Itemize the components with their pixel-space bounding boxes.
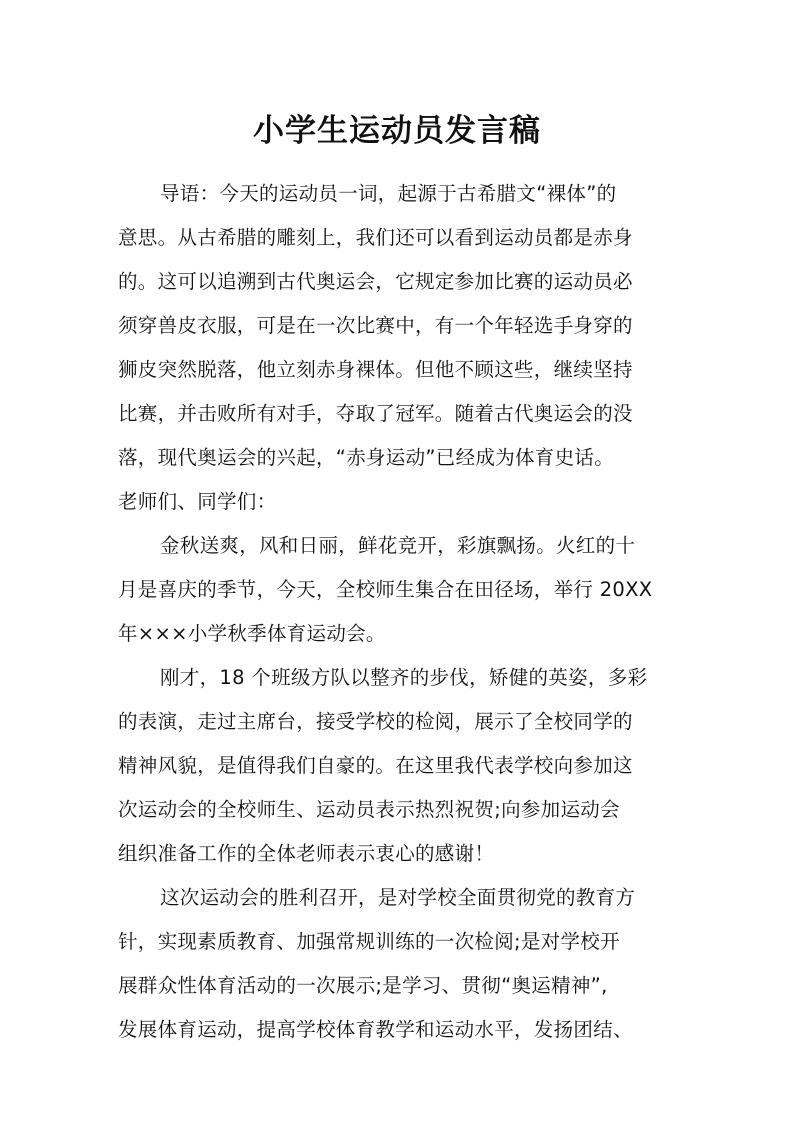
text-line: 精神风貌，是值得我们自豪的。在这里我代表学校向参加这 bbox=[118, 754, 633, 777]
text-line: 发展体育运动，提高学校体育教学和运动水平，发扬团结、 bbox=[118, 1018, 633, 1041]
text-line: 组织准备工作的全体老师表示衷心的感谢！ bbox=[118, 842, 495, 865]
text-line: 须穿兽皮衣服，可是在一次比赛中，有一个年轻选手身穿的 bbox=[118, 314, 633, 337]
text-line: 年×××小学秋季体育运动会。 bbox=[118, 622, 386, 645]
text-line: 的表演，走过主席台，接受学校的检阅，展示了全校同学的 bbox=[118, 710, 633, 733]
text-line: 比赛，并击败所有对手，夺取了冠军。随着古代奥运会的没 bbox=[118, 402, 633, 425]
text-line: 展群众性体育活动的一次展示;是学习、贯彻“奥运精神”, bbox=[118, 974, 608, 997]
text-line: 刚才，18 个班级方队以整齐的步伐，矫健的英姿，多彩 bbox=[160, 666, 648, 689]
text-line: 落，现代奥运会的兴起，“赤身运动”已经成为体育史话。 bbox=[118, 446, 615, 469]
text-line: 狮皮突然脱落，他立刻赤身裸体。但他不顾这些，继续坚持 bbox=[118, 358, 633, 381]
text-line: 老师们、同学们： bbox=[118, 490, 277, 513]
text-line: 次运动会的全校师生、运动员表示热烈祝贺;向参加运动会 bbox=[118, 798, 620, 821]
text-line: 意思。从古希腊的雕刻上，我们还可以看到运动员都是赤身 bbox=[118, 226, 633, 249]
text-line: 针，实现素质教育、加强常规训练的一次检阅;是对学校开 bbox=[118, 930, 620, 953]
text-line: 这次运动会的胜利召开，是对学校全面贯彻党的教育方 bbox=[160, 886, 636, 909]
document-body bbox=[118, 172, 684, 1052]
text-line: 的。这可以追溯到古代奥运会，它规定参加比赛的运动员必 bbox=[118, 270, 633, 293]
text-line: 金秋送爽，风和日丽，鲜花竞开，彩旗飘扬。火红的十 bbox=[160, 534, 636, 557]
text-line: 导语：今天的运动员一词，起源于古希腊文“裸体”的 bbox=[160, 182, 617, 205]
document-title: 小学生运动员发言稿 bbox=[253, 113, 541, 149]
text-line: 月是喜庆的季节，今天，全校师生集合在田径场，举行 20XX bbox=[118, 578, 653, 601]
